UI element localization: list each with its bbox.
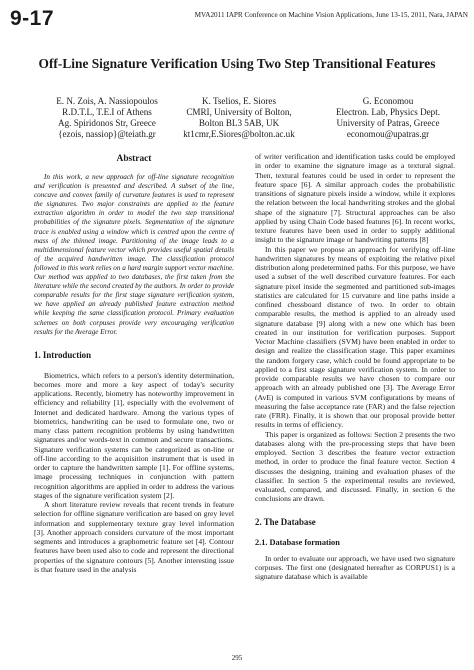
conference-header: MVA2011 IAPR Conference on Machine Vision Applications, June 13-15, 2011, Nara, JAPAN [194, 11, 468, 19]
paragraph: In this paper we propose an approach for verifying off-line handwritten signatures by means of exploiting the relative pixel distribution along predetermined paths. For this purpose, we have used a subset of the well described curvature features. For each signature pixel inside the segmented and partitioned sub-images statistics are calculated for 15 curvature and line paths inside a confined chessboard distance of two. In order to obtain comparable results, the method is applied to an already used signature database [9] along with a new one which has been created in our institution for verification purposes. Support Vector Machine classifiers (SVM) have been enabled in order to design and realize the classification stage. This paper examines the random forgery case, which could be found appropriate to be applied to a first stage signature verification system. In order to provide comparable results we have chosen to compare our approach with an already published one [3]. The Average Error (AvE) is computed in various SVM configurations by means of measuring the false acceptance rate (FAR) and the false rejection rate (FRR). Finally, it is shown that our proposal provide better results in terms of efficiency. [255, 244, 455, 430]
paragraph: of writer verification and identification tasks could be employed in order to examine the signature image as a textural signal. Then, textural features could be used in order to represent the feature space [6]. A similar approach codes the probabilistic transitions of signature pixels inside a window, while it explores the relation between the local handwriting strokes and the global shape of the signature [7]. Structural approaches can be also applied by using Chain Code based features [6]. In recent works, texture features have been used in order to supply additional insight to the signature image or handwriting patterns [8] [255, 152, 455, 245]
author-group-1 [37, 96, 177, 140]
page-number: 295 [231, 654, 243, 662]
author-group-2 [176, 96, 302, 140]
author-line: University of Patras, Greece [336, 117, 440, 128]
abstract-text: In this work, a new approach for off-line signature recognition and verification is presented and described. A subset of the line, concave and convex family of curvature features is used to represent the signatures. Two major constraints are applied to the feature extraction algorithm in order to model the two step transitional probabilities of the signature pixels. Segmentation of the signature trace is enabled using a window which is centred upon the centre of mass of the thinned image. Partitioning of the image leads to a multidimensional feature vector which provides useful spatial details of the acquired handwritten image. The classification protocol followed in this work relies on a hard margin support vector machine. Our method was applied to two databases, the first taken from the literature while the second created by the authors. In order to provide comparable results for the first stage signature verification system, we have applied an already published feature extraction method while keeping the same classification protocol. Primary evaluation schemes on both corpuses provide very encouraging verification results for the Average Error. [34, 173, 234, 336]
page-id: 9-17 [10, 7, 55, 30]
author-email: kt1cmr,E.Siores@bolton.ac.uk [183, 128, 295, 139]
right-column-body [255, 152, 455, 504]
author-line: R.D.T.L, T.E.I of Athens [62, 106, 152, 117]
author-line: CMRI, University of Bolton, [186, 106, 292, 117]
paragraph: A short literature review reveals that recent trends in feature selection for offline signature verification are based on grey level information and supplementary texture gray level information [3]. Another approach considers curvature of the most important segments and introduces a graphometric feature set [4]. Contour features have been used also to code and represent the directional properties of the signature contours [5]. Another interesting issue is that feature used in the analysis [34, 500, 234, 574]
author-group-3 [313, 96, 463, 140]
author-email: economou@upatras.gr [346, 128, 430, 139]
abstract-heading: Abstract [116, 154, 152, 164]
author-line: Electron. Lab, Physics Dept. [335, 106, 441, 117]
section-heading-introduction: 1. Introduction [34, 349, 92, 360]
author-line: G. Economou [362, 96, 414, 106]
left-column [34, 152, 234, 574]
section-heading-database: 2. The Database [255, 516, 316, 527]
database-body [255, 554, 455, 582]
paper-title: Off-Line Signature Verification Using Two Step Transitional Features [38, 56, 436, 71]
right-column [255, 152, 455, 581]
author-line: K. Tselios, E. Siores [202, 96, 276, 106]
paragraph: In order to evaluate our approach, we have used two signature corpuses. The first one (designated hereafter as CORPUS1) is a signature database which is available [255, 553, 455, 581]
author-line: Bolton BL3 5AB, UK [198, 117, 280, 128]
paragraph: This paper is organized as follows: Section 2 presents the two databases along with the pre-processing steps that have been employed. Section 3 describes the feature vector extraction method, in order to produce the final feature vector. Section 4 discusses the designing, training and evaluation phases of the classifier. In section 5 the experimental results are reviewed, evaluated, compared, and discussed. Finally, in section 6 the conclusions are drawn. [255, 429, 455, 504]
introduction-body [34, 371, 234, 575]
subsection-heading-database-formation: 2.1. Database formation [255, 537, 340, 547]
author-line: E. N. Zois, A. Nassiopoulos [56, 96, 158, 106]
paragraph: Biometrics, which refers to a person's identity determination, becomes more and more a key aspect of today's security applications. Recently, biometry has noteworthy improvement in efficiency and reliability [1], especially with the evolvement of Internet and dedicated hardware. Among the various types of biometrics, handwriting can be used to formulate one, two or many class pattern recognition problems by using handwritten signatures and/or words-text in common and secure transactions. Signature verification systems can be categorized as on-line or off-line according to the acquisition instrument that is used in order to capture the handwritten sample [1]. For offline systems, image processing techniques in conjunction with pattern recognition algorithms are applied in order to address the various stages of the signature verification system [2]. [34, 370, 234, 500]
author-email: {ezois, nassiop}@teiath.gr [58, 128, 156, 139]
author-line: Ag. Spiridonos Str, Greece [58, 117, 156, 128]
